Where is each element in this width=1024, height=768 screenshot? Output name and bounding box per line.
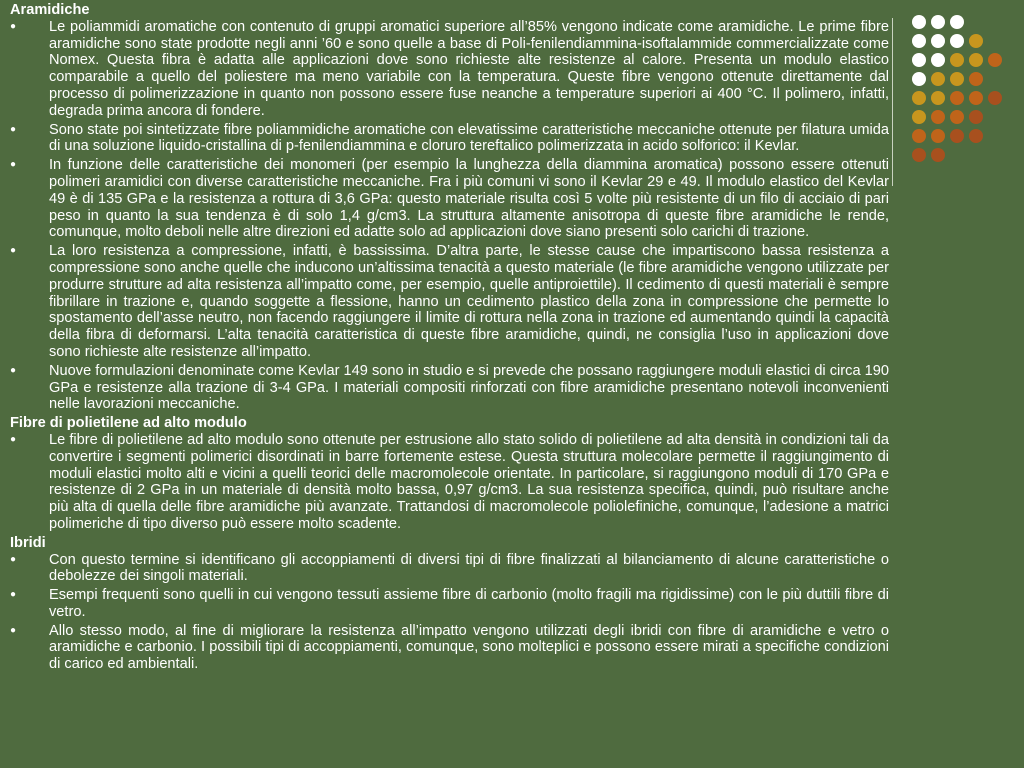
decorative-dot	[969, 129, 983, 143]
decorative-dot	[912, 148, 926, 162]
decorative-dot	[912, 34, 926, 48]
section-polietilene	[10, 415, 889, 533]
decorative-dot	[988, 91, 1002, 105]
decorative-dot	[950, 110, 964, 124]
bullet-item: ● Allo stesso modo, al fine di migliorare la resistenza all’impatto vengono utilizzati degli ibridi con fibre di aramidiche e vetro o aramidiche e carbonio. I possibili tipi di accoppiamenti, comunque, sono molteplici e possono essere mirati a specifiche condizioni di carico ed ambientali.	[10, 623, 889, 673]
section-aramidiche	[10, 2, 889, 413]
decorative-dot	[969, 72, 983, 86]
decorative-dot	[931, 91, 945, 105]
bullet-list	[10, 432, 889, 533]
decorative-dot	[988, 53, 1002, 67]
decorative-dot-pattern	[912, 15, 1012, 165]
vertical-divider	[892, 18, 893, 186]
bullet-item: ● Le fibre di polietilene ad alto modulo sono ottenute per estrusione allo stato solido di polietilene ad alta densità in condizioni tali da convertire i segmenti polimerici disordinati in barre fortemente estese. Questa struttura molecolare permette il raggiungimento di moduli elastici molto alti e vicini a quelli teorici delle macromolecole orientate. In particolare, si raggiungono moduli di 170 GPa e resistenze di 2 GPa in un materiale di densità molto bassa, 0,97 g/cm3. La sua resistenza specifica, quindi, può risultare anche più alta di quella delle fibre aramidiche più avanzate. Trattandosi di macromolecole poliolefiniche, comunque, l’adesione a matrici polimeriche di tipo diverso può essere molto scadente.	[10, 432, 889, 533]
decorative-dot	[912, 110, 926, 124]
bullet-list	[10, 552, 889, 674]
decorative-dot	[950, 72, 964, 86]
decorative-dot	[912, 53, 926, 67]
bullet-item: ● In funzione delle caratteristiche dei monomeri (per esempio la lunghezza della diammina aromatica) possono essere ottenuti polimeri aramidici con diverse caratteristiche meccaniche. Fra i più comuni vi sono il Kevlar 29 e 49. Il modulo elastico del Kevlar 49 è di 135 GPa e la resistenza a rottura di 3,6 GPa: questo materiale risulta così 5 volte più resistente di un filo di acciaio di pari peso in quanto la sua tendenza è di solo 1,4 g/cm3. La struttura altamente anisotropa di queste fibre aramidiche le rende, comunque, molto deboli nelle altre direzioni ed adatte solo ad applicazioni dove siano presenti solo carichi di trazione.	[10, 157, 889, 241]
decorative-dot	[931, 15, 945, 29]
decorative-dot	[950, 15, 964, 29]
section-heading: Aramidiche	[10, 2, 90, 18]
bullet-item: ● Con questo termine si identificano gli accoppiamenti di diversi tipi di fibre finalizzati al bilanciamento di alcune caratteristiche o debolezze dei singoli materiali.	[10, 552, 889, 586]
bullet-item: ● La loro resistenza a compressione, infatti, è bassissima. D’altra parte, le stesse cause che impartiscono bassa resistenza a compressione sono anche quelle che inducono un’altissima tenacità a questo materiale (le fibre aramidiche vengono utilizzate per produrre strutture ad alta resistenza all’impatto come, per esempio, quelle antiproiettile). Il cedimento di questi materiali è sempre fibrillare in trazione e, quando soggette a flessione, hanno un cedimento plastico della zona in compressione che permette lo spostamento dell’asse neutro, non facendo raggiungere il limite di rottura nella zona in trazione ed aumentando quindi la capacità della fibra di deformarsi. L’alta tenacità caratteristica di queste fibre aramidiche, quindi, ne consiglia l’uso in applicazioni dove sono richieste alte resistenze all’impatto.	[10, 243, 889, 361]
decorative-dot	[950, 34, 964, 48]
decorative-dot	[912, 15, 926, 29]
section-heading: Ibridi	[10, 534, 46, 551]
bullet-item: ● Sono state poi sintetizzate fibre poliammidiche aromatiche con elevatissime caratteristiche meccaniche ottenute per filatura umida di una soluzione liquido-cristallina di p-fenilendiammina e cloruro tereftalico polimerizzata in acido solforico: il Kevlar.	[10, 122, 889, 156]
decorative-dot	[912, 129, 926, 143]
decorative-dot	[969, 110, 983, 124]
decorative-dot	[950, 129, 964, 143]
bullet-item: ● Le poliammidi aromatiche con contenuto di gruppi aromatici superiore all’85% vengono indicate come aramidiche. Le prime fibre aramidiche sono state prodotte negli anni ’60 e sono quelle a base di Poli-fenilendiammina-isoftalammide commercializzate come Nomex. Questa fibra è adatta alle applicazioni dove sono richieste alte resistenze al calore. Presenta un modulo elastico comparabile a quello del poliestere ma meno variabile con la temperatura. Queste fibre vengono ottenute direttamente dal processo di polimerizzazione in quanto non possono essere fuse neanche a temperature superiori ai 400 °C. Il polimero, infatti, degrada prima ancora di fondere.	[10, 19, 889, 120]
decorative-dot	[969, 34, 983, 48]
decorative-dot	[931, 53, 945, 67]
bullet-list	[10, 19, 889, 413]
decorative-dot	[950, 91, 964, 105]
decorative-dot	[912, 72, 926, 86]
decorative-dot	[950, 53, 964, 67]
decorative-dot	[931, 34, 945, 48]
section-heading: Fibre di polietilene ad alto modulo	[10, 415, 247, 432]
decorative-dot	[969, 53, 983, 67]
bullet-item: ● Nuove formulazioni denominate come Kevlar 149 sono in studio e si prevede che possano raggiungere moduli elastici di circa 190 GPa e resistenze alla trazione di 3-4 GPa. I materiali compositi rinforzati con fibre aramidiche presentano notevoli inconvenienti nelle lavorazioni meccaniche.	[10, 363, 889, 413]
decorative-dot	[931, 72, 945, 86]
slide-body	[10, 2, 889, 675]
decorative-dot	[931, 148, 945, 162]
decorative-dot	[931, 110, 945, 124]
section-ibridi	[10, 535, 889, 673]
decorative-dot	[912, 91, 926, 105]
decorative-dot	[931, 129, 945, 143]
decorative-dot	[969, 91, 983, 105]
bullet-item: ● Esempi frequenti sono quelli in cui vengono tessuti assieme fibre di carbonio (molto fragili ma rigidissime) con le più duttili fibre di vetro.	[10, 587, 889, 621]
